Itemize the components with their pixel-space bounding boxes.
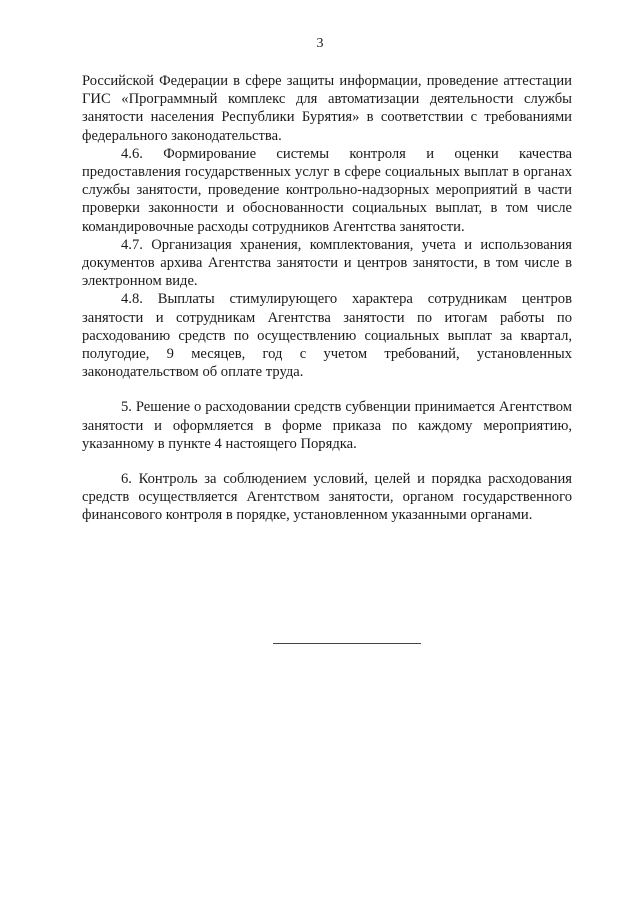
paragraph-4-6: 4.6. Формирование системы контроля и оценки качества предоставления государственных услуг в сфере социальных выплат в органах службы занятости, проведение контрольно-надзорных мероприятий в части проверки законности и обоснованности социальных выплат, в том числе командировочные расходы сотрудников Агентства занятости. bbox=[82, 145, 572, 235]
paragraph-4-7: 4.7. Организация хранения, комплектования, учета и использования документов архива Агентства занятости и центров занятости, в том числе в электронном виде. bbox=[82, 236, 572, 290]
paragraph-6: 6. Контроль за соблюдением условий, целей и порядка расходования средств осуществляется Агентством занятости, органом государственного финансового контроля в порядке, установленном указанными органами. bbox=[82, 471, 572, 524]
paragraph-4-8: 4.8. Выплаты стимулирующего характера сотрудникам центров занятости и сотрудникам Агентства занятости по итогам работы по расходованию средств по осуществлению социальных выплат за квартал, полугодие, 9 месяцев, год с учетом требований, установленных законодательством об оплате труда. bbox=[82, 291, 572, 381]
paragraph-5: 5. Решение о расходовании средств субвенции принимается Агентством занятости и оформляется в форме приказа по каждому мероприятию, указанному в пункте 4 настоящего Порядка. bbox=[82, 399, 572, 452]
document-body bbox=[82, 72, 572, 525]
closing-divider bbox=[273, 643, 421, 644]
paragraph-continuation: Российской Федерации в сфере защиты информации, проведение аттестации ГИС «Программный комплекс для автоматизации деятельности службы занятости населения Республики Бурятия» в соответствии с требованиями федерального законодательства. bbox=[82, 73, 572, 144]
page-number: 3 bbox=[316, 36, 324, 51]
